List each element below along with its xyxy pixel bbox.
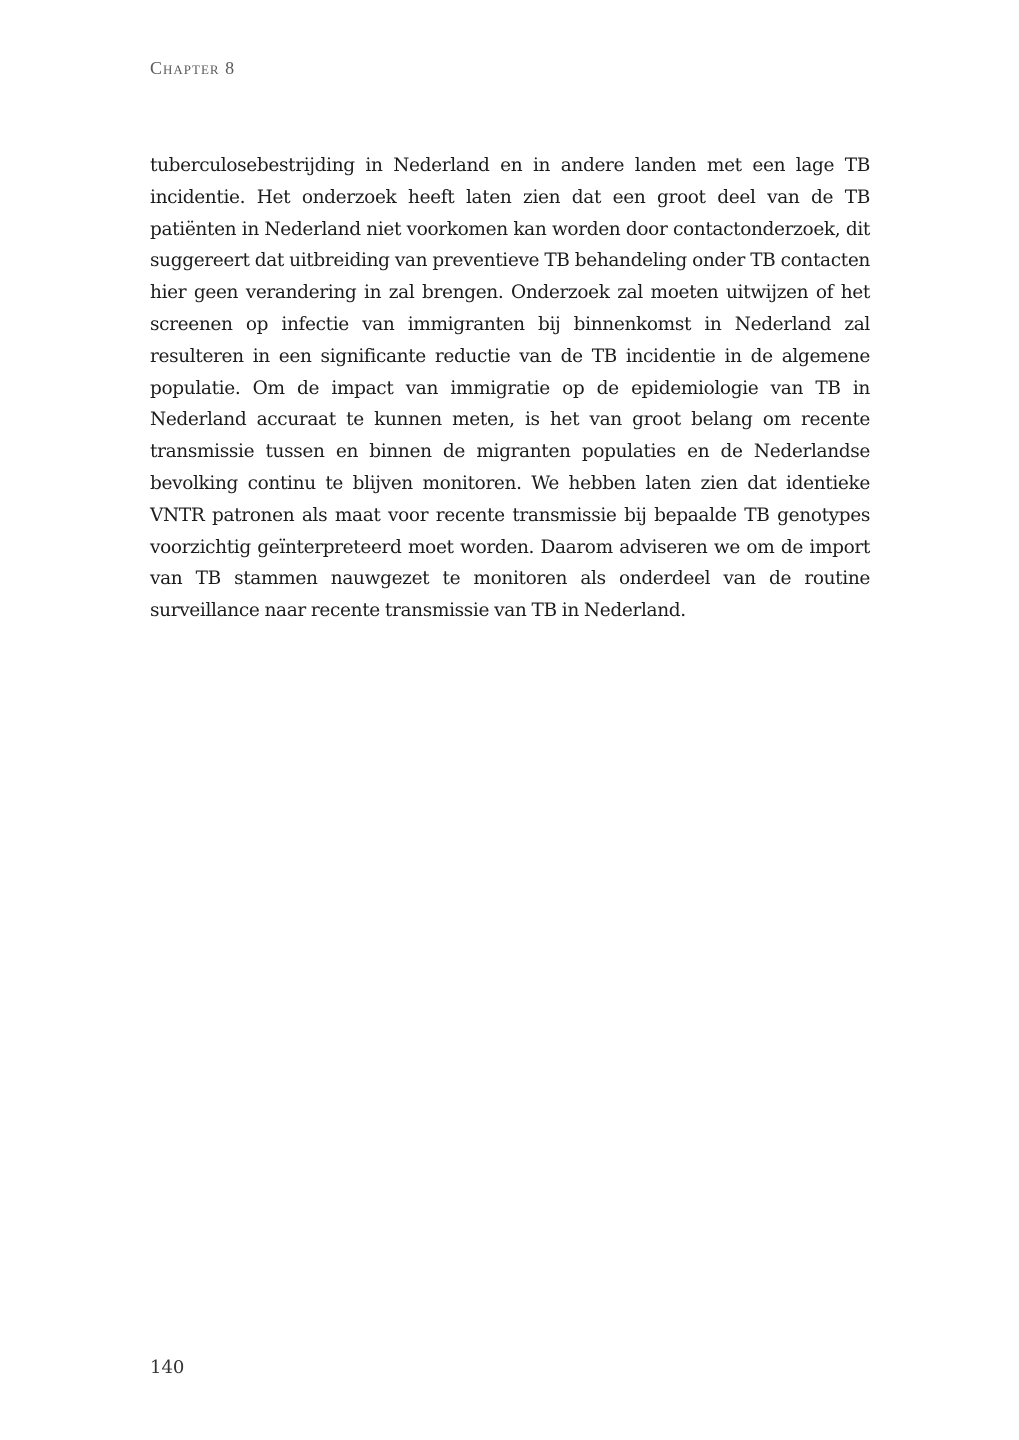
page-number: 140 bbox=[150, 1357, 185, 1378]
body-paragraph: tuberculosebestrijding in Nederland en in andere landen met een lage TB incidentie. Het onderzoek heeft laten zien dat een groot deel van de TB patiënten in Nederland niet voorkomen kan worden door contactonderzoek, dit suggereert dat uitbreiding van preventieve TB behandeling onder TB contacten hier geen verandering in zal brengen. Onderzoek zal moeten uitwijzen of het screenen op infectie van immigranten bij binnenkomst in Nederland zal resulteren in een significante reductie van de TB incidentie in de algemene populatie. Om de impact van immigratie op de epidemiologie van TB in Nederland accuraat te kunnen meten, is het van groot belang om recente transmissie tussen en binnen de migranten populaties en de Nederlandse bevolking continu te blijven monitoren. We hebben laten zien dat identieke VNTR patronen als maat voor recente transmissie bij bepaalde TB genotypes voorzichtig geïnterpreteerd moet worden. Daarom adviseren we om de import van TB stammen nauwgezet te monitoren als onderdeel van de routine surveillance naar recente transmissie van TB in Nederland. bbox=[150, 155, 870, 622]
running-header: Chapter 8 bbox=[150, 58, 236, 78]
